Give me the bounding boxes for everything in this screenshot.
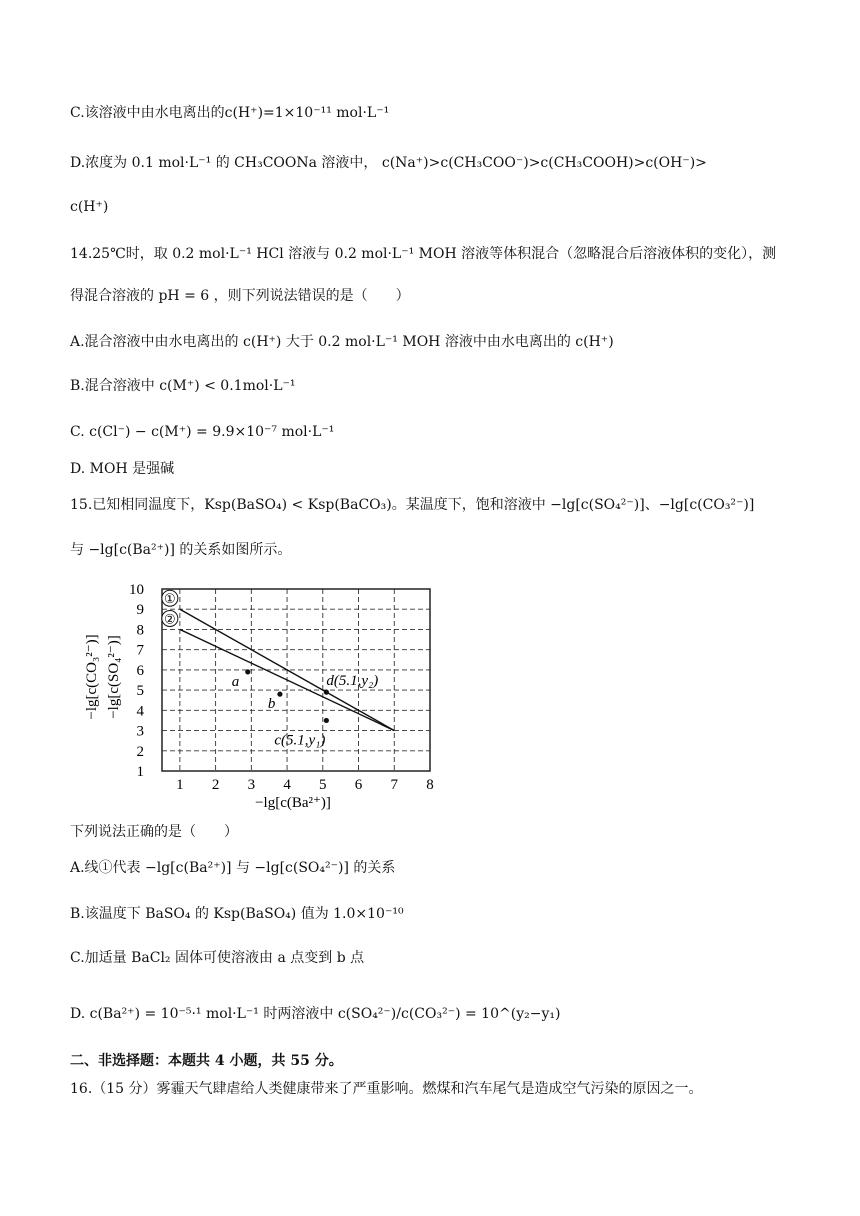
q14-option-b: B.混合溶液中 c(M⁺) < 0.1mol·L⁻¹ bbox=[70, 378, 296, 394]
q15-option-b: B.该温度下 BaSO₄ 的 Ksp(BaSO₄) 值为 1.0×10⁻¹⁰ bbox=[70, 906, 404, 922]
q14-option-c: C. c(Cl⁻) − c(M⁺) = 9.9×10⁻⁷ mol·L⁻¹ bbox=[70, 424, 335, 440]
point-0 bbox=[245, 669, 250, 674]
q13-option-d-line1: D.浓度为 0.1 mol·L⁻¹ 的 CH₃COONa 溶液中， c(Na⁺)>c(CH₃COO⁻)>c(CH₃COOH)>c(OH⁻)> bbox=[70, 155, 707, 171]
q14-option-a: A.混合溶液中由水电离出的 c(H⁺) 大于 0.2 mol·L⁻¹ MOH 溶液中由水电离出的 c(H⁺) bbox=[70, 334, 614, 350]
series-label-2: ② bbox=[164, 611, 176, 627]
y-tick-2: 2 bbox=[136, 743, 144, 760]
point-label-3: c(5.1,y₁) bbox=[274, 732, 326, 749]
section-2-heading: 二、非选择题：本题共 4 小题，共 55 分。 bbox=[70, 1053, 343, 1069]
x-tick-8: 8 bbox=[426, 777, 434, 793]
y-tick-7: 7 bbox=[136, 642, 144, 659]
y-tick-9: 9 bbox=[136, 602, 144, 619]
x-tick-6: 6 bbox=[354, 777, 363, 793]
q13-option-d-line2: c(H⁺) bbox=[70, 199, 109, 215]
q15-option-d: D. c(Ba²⁺) = 10⁻⁵·¹ mol·L⁻¹ 时两溶液中 c(SO₄²⁻)/c(CO₃²⁻) = 10^(y₂−y₁) bbox=[70, 1006, 561, 1022]
q15-stem-line1: 15.已知相同温度下，Ksp(BaSO₄) < Ksp(BaCO₃)。某温度下，饱和溶液中 −lg[c(SO₄²⁻)]、−lg[c(CO₃²⁻)] bbox=[70, 497, 755, 513]
series-label-1: ① bbox=[164, 591, 176, 607]
q16-stem: 16.（15 分）雾霾天气肆虐给人类健康带来了严重影响。燃煤和汽车尾气是造成空气污染的原因之一。 bbox=[70, 1081, 703, 1097]
x-tick-2: 2 bbox=[211, 777, 220, 793]
x-tick-5: 5 bbox=[319, 777, 327, 793]
y-tick-1: 1 bbox=[136, 764, 144, 780]
point-2 bbox=[324, 690, 329, 695]
point-label-2: d(5.1,y₂) bbox=[326, 673, 379, 690]
point-label-0: a bbox=[231, 673, 240, 690]
q15-option-a: A.线①代表 −lg[c(Ba²⁺)] 与 −lg[c(SO₄²⁻)] 的关系 bbox=[70, 860, 396, 876]
q13-option-c: C.该溶液中由水电离出的c(H⁺)=1×10⁻¹¹ mol·L⁻¹ bbox=[70, 105, 390, 121]
x-tick-3: 3 bbox=[247, 777, 256, 793]
q14-stem-line1: 14.25℃时，取 0.2 mol·L⁻¹ HCl 溶液与 0.2 mol·L⁻¹ MOH 溶液等体积混合（忽略混合后溶液体积的变化），测 bbox=[70, 246, 777, 262]
y-tick-10: 10 bbox=[129, 582, 144, 598]
q14-stem-line2: 得混合溶液的 pH = 6 ，则下列说法错误的是（ ） bbox=[70, 288, 410, 304]
y-axis-label-inner: −lg[c(SO₄²⁻)] bbox=[106, 635, 122, 719]
x-tick-1: 1 bbox=[176, 777, 184, 793]
y-tick-5: 5 bbox=[136, 683, 144, 700]
point-3 bbox=[324, 718, 329, 723]
y-tick-3: 3 bbox=[136, 723, 144, 740]
chart-series bbox=[162, 590, 394, 730]
q15-question: 下列说法正确的是（ ） bbox=[70, 824, 238, 840]
point-1 bbox=[277, 692, 282, 697]
y-tick-8: 8 bbox=[136, 622, 144, 639]
q14-option-d: D. MOH 是强碱 bbox=[70, 461, 175, 477]
q15-stem-line2: 与 −lg[c(Ba²⁺)] 的关系如图所示。 bbox=[70, 542, 292, 558]
y-tick-6: 6 bbox=[136, 662, 144, 679]
x-axis-label: −lg[c(Ba²⁺)] bbox=[255, 795, 331, 811]
y-tick-4: 4 bbox=[136, 703, 144, 720]
point-label-1: b bbox=[267, 696, 276, 713]
q15-chart bbox=[70, 575, 450, 820]
y-axis-label-outer: −lg[c(CO₃²⁻)] bbox=[84, 634, 100, 720]
x-tick-4: 4 bbox=[283, 777, 291, 793]
x-tick-7: 7 bbox=[390, 777, 399, 793]
q15-option-c: C.加适量 BaCl₂ 固体可使溶液由 a 点变到 b 点 bbox=[70, 950, 365, 966]
